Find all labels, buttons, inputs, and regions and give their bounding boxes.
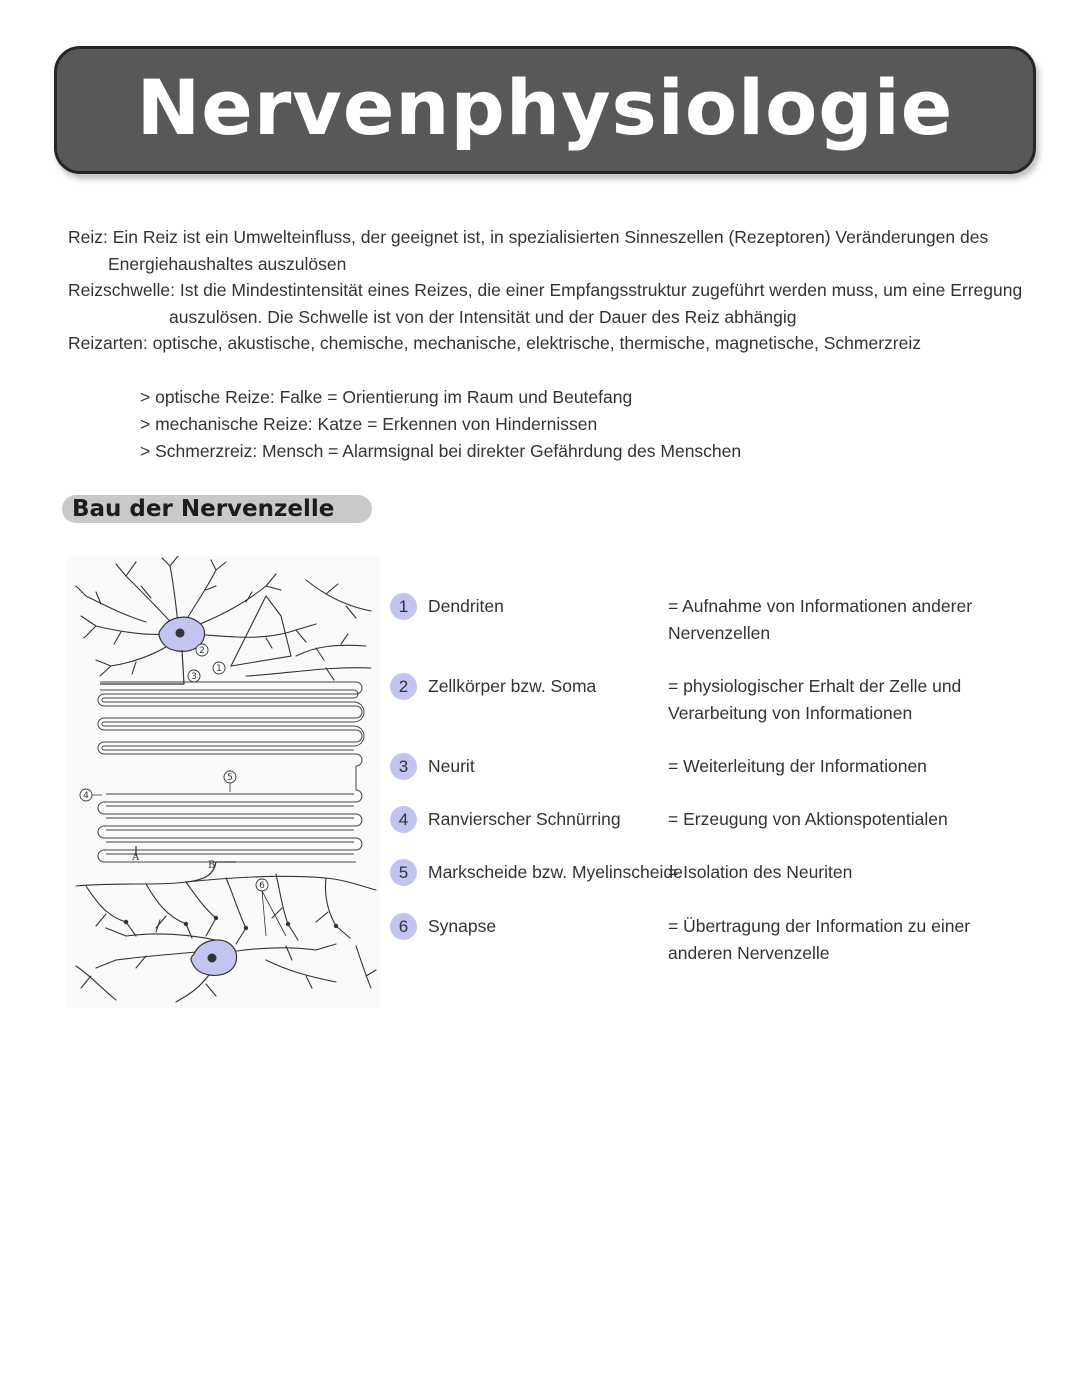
diagram-letter: A [132,852,140,863]
diagram-marker: 2 [199,646,205,656]
diagram-letter: B [208,860,216,871]
reiz-definition-line2: Energiehaushaltes auszulösen [108,253,347,274]
legend-number-badge: 4 [390,806,417,833]
stimulus-examples [140,384,741,465]
legend-definition: = Isolation des Neuriten [668,862,853,882]
legend-definition: = Erzeugung von Aktionspotentialen [668,809,948,829]
legend-term: Neurit [428,756,475,776]
legend-number-badge: 2 [390,673,417,700]
intro-definitions [68,224,1028,357]
legend-definition: = Übertragung der Information zu einer anderen Nervenzelle [668,916,971,963]
legend-definition: = Weiterleitung der Informationen [668,756,927,776]
legend-definition: = Aufnahme von Informationen anderer Nervenzellen [668,596,973,643]
diagram-marker: 1 [216,664,222,674]
example-item: > mechanische Reize: Katze = Erkennen von Hindernissen [140,414,598,434]
legend-term: Zellkörper bzw. Soma [428,676,597,696]
legend-number-badge: 3 [390,753,417,780]
legend-term: Markscheide bzw. Myelinscheide [428,862,683,882]
legend-definition: = physiologischer Erhalt der Zelle und Verarbeitung von Informationen [668,676,962,723]
reiz-definition-line1: Reiz: Ein Reiz ist ein Umwelteinfluss, der geeignet ist, in spezialisierten Sinneszellen (Rezeptoren) Veränderungen des [68,227,989,247]
diagram-marker: 6 [259,881,265,891]
neuron-illustration [66,556,380,1008]
example-item: > Schmerzreiz: Mensch = Alarmsignal bei direkter Gefährdung des Menschen [140,441,742,461]
reizschwelle-definition-line1: Reizschwelle: Ist die Mindestintensität eines Reizes, die einer Empfangsstruktur zugeführt werden muss, um eine Erregung [68,280,1023,300]
page-title: Nervenphysiologie [136,62,954,152]
legend-term: Ranvierscher Schnürring [428,809,621,829]
reizarten-line: Reizarten: optische, akustische, chemische, mechanische, elektrische, thermische, magnetische, Schmerzreiz [68,333,922,353]
legend-number-badge: 1 [390,593,417,620]
legend-term: Synapse [428,916,497,936]
title-banner [54,46,1036,174]
neuron-diagram [66,556,380,1008]
example-item: > optische Reize: Falke = Orientierung im Raum und Beutefang [140,387,633,407]
reizschwelle-definition-line2: auszulösen. Die Schwelle ist von der Intensität und der Dauer des Reiz abhängig [169,306,797,327]
section-heading: Bau der Nervenzelle [62,495,372,523]
legend-term: Dendriten [428,596,504,616]
legend-number-badge: 5 [390,859,417,886]
diagram-marker: 4 [83,791,89,801]
legend-number-badge: 6 [390,913,417,940]
diagram-marker: 3 [191,672,197,682]
diagram-marker: 5 [227,773,233,783]
